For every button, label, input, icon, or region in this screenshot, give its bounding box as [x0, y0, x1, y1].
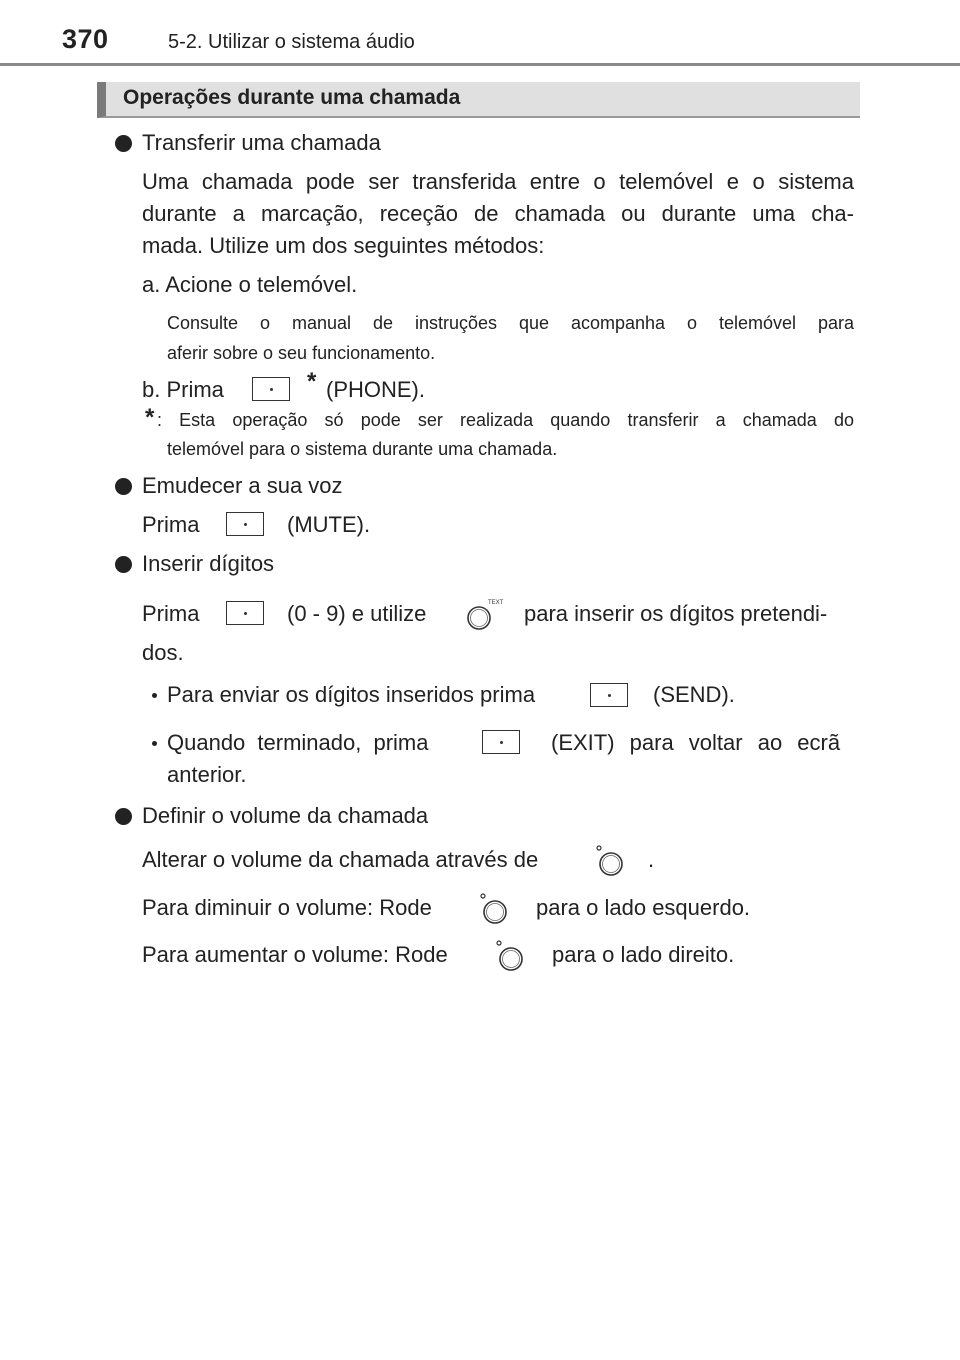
- volume-line1-prefix: Alterar o volume da chamada através de: [142, 847, 539, 872]
- section-title: Operações durante uma chamada: [123, 86, 461, 109]
- phone-button-icon: [252, 377, 290, 401]
- step-b-prefix: b. Prima: [142, 377, 224, 402]
- asterisk-marker: *: [307, 368, 317, 395]
- exit-button-icon: [482, 730, 520, 754]
- digit-button-icon: [226, 601, 264, 625]
- digits-heading: Inserir dígitos: [142, 551, 275, 576]
- digits-middle: (0 - 9) e utilize: [287, 601, 427, 626]
- volume-line2-suffix: para o lado esquerdo.: [536, 895, 751, 920]
- header-divider: [0, 63, 960, 66]
- power-volume-knob-icon: [594, 842, 630, 880]
- text-knob-icon: [464, 596, 504, 634]
- send-button-icon: [590, 683, 628, 707]
- step-a: a. Acione o telemóvel.: [142, 272, 358, 297]
- send-prefix: Para enviar os dígitos inseridos prima: [167, 682, 536, 707]
- note-line2: aferir sobre o seu funcionamento.: [167, 343, 436, 363]
- bullet-icon: [115, 556, 132, 573]
- volume-heading: Definir o volume da chamada: [142, 803, 429, 828]
- exit-suffix: (EXIT) para voltar ao ecrã: [551, 730, 841, 755]
- digits-prefix: Prima: [142, 601, 200, 626]
- power-volume-knob-icon: [494, 937, 530, 975]
- digits-suffix: para inserir os dígitos pretendi-: [524, 601, 828, 626]
- transfer-paragraph-line3: mada. Utilize um dos seguintes métodos:: [142, 233, 545, 258]
- bullet-icon: [115, 135, 132, 152]
- mute-heading: Emudecer a sua voz: [142, 473, 343, 498]
- send-suffix: (SEND).: [653, 682, 735, 707]
- volume-line2-prefix: Para diminuir o volume: Rode: [142, 895, 432, 920]
- step-b-suffix: (PHONE).: [326, 377, 425, 402]
- page-number: 370: [62, 24, 109, 54]
- volume-line3-prefix: Para aumentar o volume: Rode: [142, 942, 448, 967]
- transfer-heading: Transferir uma chamada: [142, 130, 381, 155]
- exit-continuation: anterior.: [167, 762, 247, 787]
- power-volume-knob-icon: [478, 890, 514, 928]
- note-line1: Consulte o manual de instruções que acompanha o telemóvel para: [167, 313, 854, 333]
- mute-prefix: Prima: [142, 512, 200, 537]
- list-dot-icon: [152, 741, 157, 746]
- footnote-marker: *: [145, 404, 155, 431]
- bullet-icon: [115, 808, 132, 825]
- digits-continuation: dos.: [142, 640, 184, 665]
- bullet-icon: [115, 478, 132, 495]
- footnote-line1: : Esta operação só pode ser realizada quando transferir a chamada do: [157, 410, 854, 430]
- volume-line1-suffix: .: [648, 847, 655, 872]
- transfer-paragraph-line2: durante a marcação, receção de chamada ou durante uma cha-: [142, 201, 854, 226]
- volume-line3-suffix: para o lado direito.: [552, 942, 735, 967]
- mute-button-icon: [226, 512, 264, 536]
- chapter-title: 5-2. Utilizar o sistema áudio: [168, 31, 415, 53]
- transfer-paragraph-line1: Uma chamada pode ser transferida entre o telemóvel e o sistema: [142, 169, 854, 194]
- mute-suffix: (MUTE).: [287, 512, 371, 537]
- list-dot-icon: [152, 693, 157, 698]
- footnote-line2: telemóvel para o sistema durante uma chamada.: [167, 439, 558, 459]
- section-header: [97, 82, 860, 118]
- svg-text:TEXT: TEXT: [488, 600, 504, 606]
- exit-prefix: Quando terminado, prima: [167, 730, 429, 755]
